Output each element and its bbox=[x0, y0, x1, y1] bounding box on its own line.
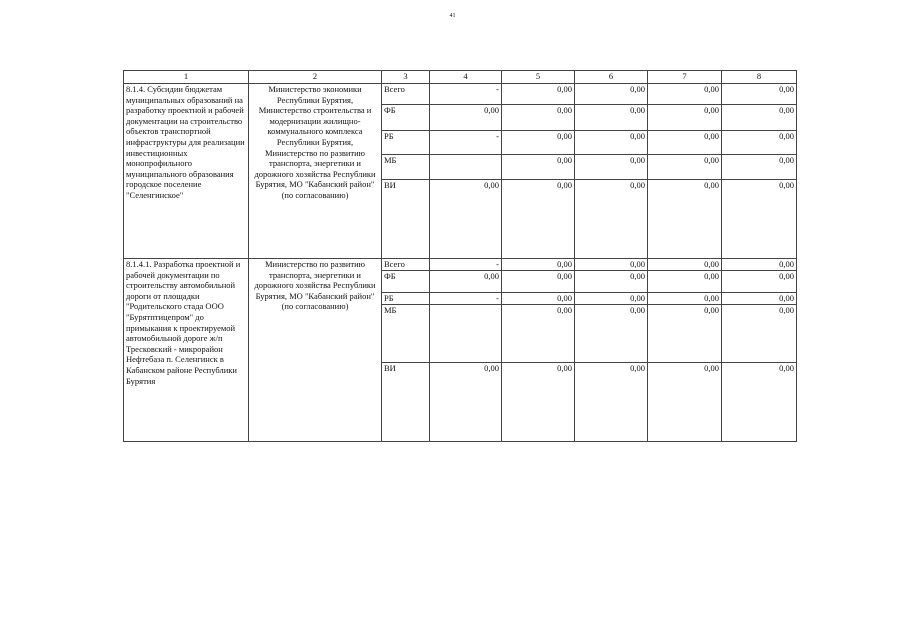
value-cell: 0,00 bbox=[575, 259, 648, 271]
value-cell: - bbox=[430, 293, 502, 305]
value-cell: 0,00 bbox=[722, 305, 797, 363]
funding-source: ФБ bbox=[382, 105, 430, 131]
value-cell: 0,00 bbox=[575, 155, 648, 180]
budget-table bbox=[123, 70, 797, 442]
value-cell: 0,00 bbox=[502, 363, 575, 442]
funding-source: МБ bbox=[382, 305, 430, 363]
value-cell: - bbox=[430, 259, 502, 271]
header-row bbox=[124, 71, 797, 84]
value-cell: 0,00 bbox=[648, 131, 722, 155]
value-cell: 0,00 bbox=[430, 271, 502, 293]
value-cell: 0,00 bbox=[575, 84, 648, 105]
value-cell: 0,00 bbox=[502, 131, 575, 155]
value-cell: 0,00 bbox=[430, 105, 502, 131]
funding-source: РБ bbox=[382, 131, 430, 155]
section-organization: Министерство экономики Республики Бурятия, Министерство строительства и модернизации жилищно-коммунального комплекса Республики Бурятия, Министерство по развитию транспорта, энергетики и дорожного хозяйства Республики Бурятия, МО "Кабанский район" (по согласованию) bbox=[249, 84, 382, 259]
value-cell: 0,00 bbox=[722, 105, 797, 131]
value-cell: 0,00 bbox=[648, 363, 722, 442]
value-cell: 0,00 bbox=[575, 363, 648, 442]
value-cell: 0,00 bbox=[648, 293, 722, 305]
column-header: 4 bbox=[430, 71, 502, 84]
value-cell: 0,00 bbox=[575, 131, 648, 155]
table-row bbox=[124, 84, 797, 105]
value-cell: 0,00 bbox=[648, 259, 722, 271]
value-cell: 0,00 bbox=[575, 105, 648, 131]
column-header: 3 bbox=[382, 71, 430, 84]
value-cell: 0,00 bbox=[722, 131, 797, 155]
value-cell: 0,00 bbox=[722, 271, 797, 293]
funding-source: ВИ bbox=[382, 363, 430, 442]
value-cell: 0,00 bbox=[722, 180, 797, 259]
funding-source: РБ bbox=[382, 293, 430, 305]
value-cell: - bbox=[430, 84, 502, 105]
value-cell: 0,00 bbox=[722, 155, 797, 180]
value-cell: 0,00 bbox=[430, 363, 502, 442]
value-cell: 0,00 bbox=[575, 180, 648, 259]
value-cell bbox=[430, 155, 502, 180]
funding-source: МБ bbox=[382, 155, 430, 180]
funding-source: Всего bbox=[382, 259, 430, 271]
value-cell: 0,00 bbox=[502, 180, 575, 259]
funding-source: ВИ bbox=[382, 180, 430, 259]
value-cell: 0,00 bbox=[648, 305, 722, 363]
value-cell: 0,00 bbox=[502, 105, 575, 131]
column-header: 5 bbox=[502, 71, 575, 84]
value-cell: 0,00 bbox=[502, 271, 575, 293]
table-row bbox=[124, 259, 797, 271]
value-cell: 0,00 bbox=[648, 105, 722, 131]
value-cell: 0,00 bbox=[722, 363, 797, 442]
value-cell: 0,00 bbox=[648, 180, 722, 259]
value-cell: 0,00 bbox=[430, 180, 502, 259]
column-header: 2 bbox=[249, 71, 382, 84]
value-cell: 0,00 bbox=[722, 293, 797, 305]
column-header: 6 bbox=[575, 71, 648, 84]
value-cell: 0,00 bbox=[502, 259, 575, 271]
section-organization: Министерство по развитию транспорта, энергетики и дорожного хозяйства Республики Бурятия, МО "Кабанский район" (по согласованию) bbox=[249, 259, 382, 442]
section-description: 8.1.4. Субсидии бюджетам муниципальных образований на разработку проектной и рабочей документации на строительство объектов транспортной инфраструктуры для реализации инвестиционных монопрофильного муниципального образования городское поселение "Селенгинское" bbox=[124, 84, 249, 259]
value-cell: 0,00 bbox=[575, 271, 648, 293]
value-cell: 0,00 bbox=[502, 155, 575, 180]
funding-source: Всего bbox=[382, 84, 430, 105]
value-cell: 0,00 bbox=[722, 259, 797, 271]
value-cell: 0,00 bbox=[648, 155, 722, 180]
value-cell: 0,00 bbox=[575, 293, 648, 305]
section-description: 8.1.4.1. Разработка проектной и рабочей документации по строительству автомобильной дороги от площадки "Родительского стада ООО "Бурятптицепром" до примыкания к проектируемой автомобильной дороге ж/п Тресковский - микрорайон Нефтебаза п. Селенгинск в Кабанском районе Республики Бурятия bbox=[124, 259, 249, 442]
value-cell bbox=[430, 305, 502, 363]
value-cell: 0,00 bbox=[502, 293, 575, 305]
value-cell: 0,00 bbox=[575, 305, 648, 363]
page-number: 41 bbox=[449, 13, 456, 19]
value-cell: - bbox=[430, 131, 502, 155]
value-cell: 0,00 bbox=[722, 84, 797, 105]
value-cell: 0,00 bbox=[648, 271, 722, 293]
value-cell: 0,00 bbox=[502, 305, 575, 363]
funding-source: ФБ bbox=[382, 271, 430, 293]
column-header: 7 bbox=[648, 71, 722, 84]
column-header: 8 bbox=[722, 71, 797, 84]
value-cell: 0,00 bbox=[502, 84, 575, 105]
value-cell: 0,00 bbox=[648, 84, 722, 105]
column-header: 1 bbox=[124, 71, 249, 84]
